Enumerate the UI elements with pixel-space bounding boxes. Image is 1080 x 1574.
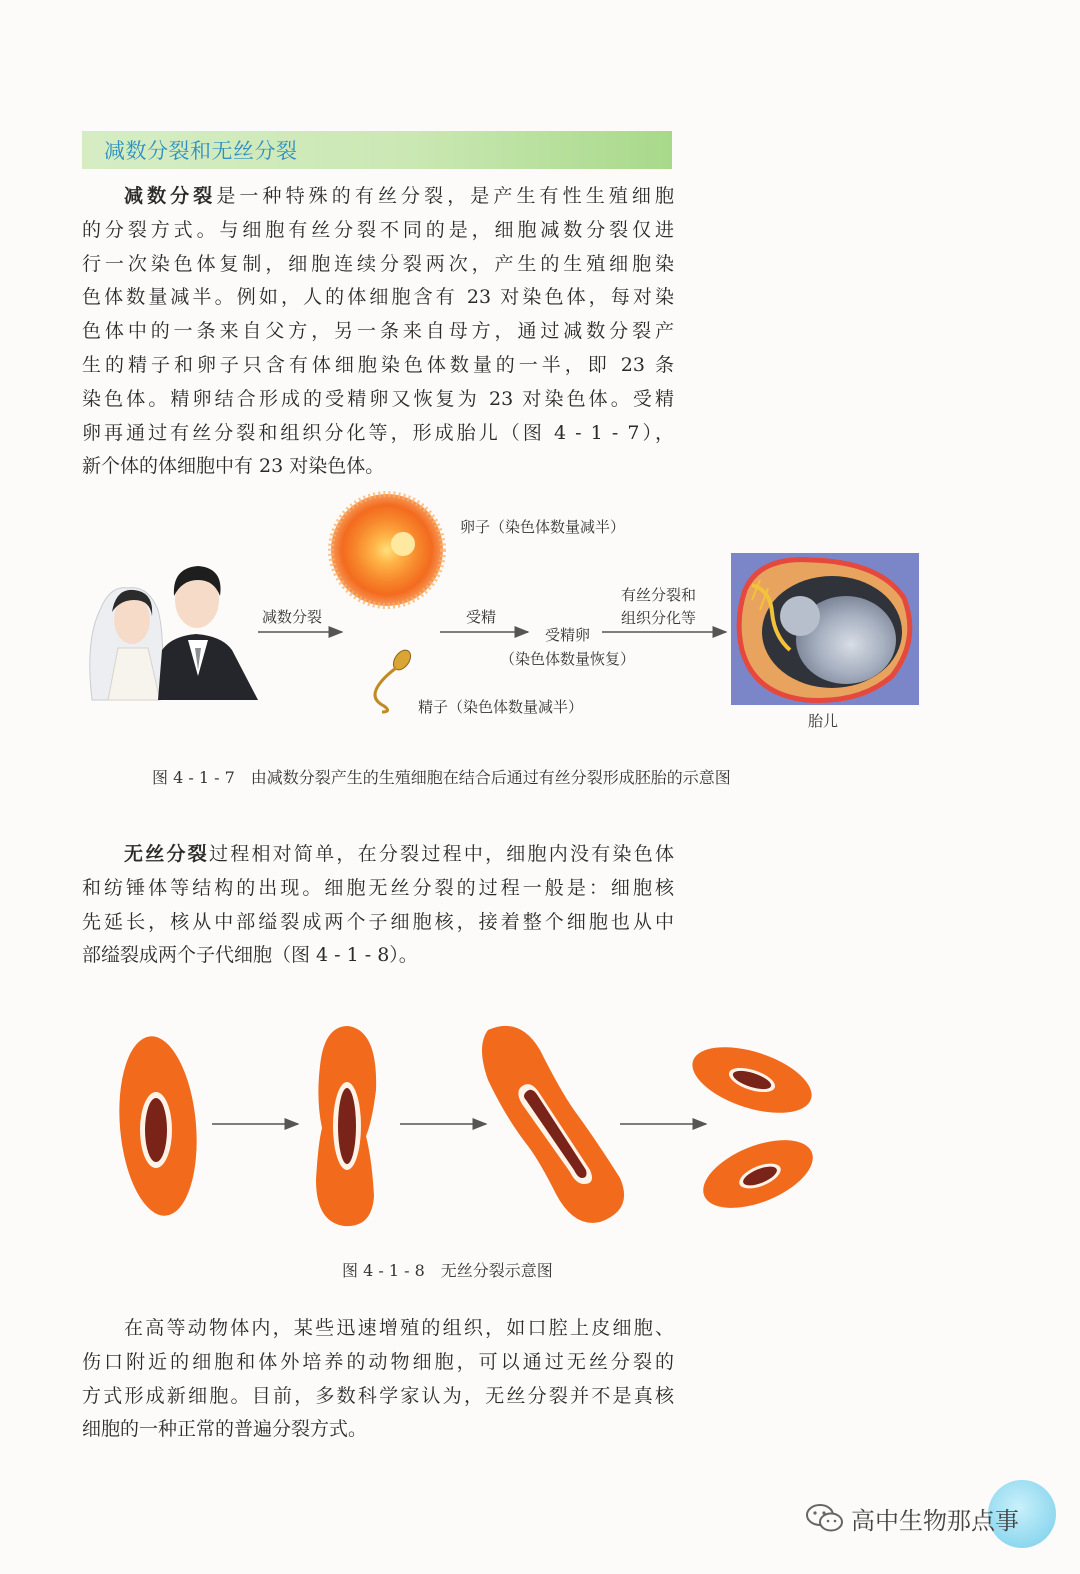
division-label-1: 有丝分裂和 — [621, 586, 697, 604]
paragraph-line: 在高等动物体内，某些迅速增殖的组织，如口腔上皮细胞、 — [124, 1317, 674, 1339]
paragraph-line: 方式形成新细胞。目前，多数科学家认为，无丝分裂并不是真核 — [82, 1384, 674, 1407]
paragraph-line: 新个体的体细胞中有 23 对染色体。 — [82, 455, 385, 478]
fertilization-label: 受精 — [466, 608, 497, 626]
figure-4-1-8-caption: 图 4 - 1 - 8 无丝分裂示意图 — [342, 1261, 553, 1280]
daughter-cell-top — [684, 1034, 819, 1126]
daughter-cell-bottom — [694, 1126, 823, 1221]
term-meiosis: 减数分裂 — [124, 185, 217, 207]
paragraph-line: 先延长，核从中部缢裂成两个子细胞核，接着整个细胞也从中 — [82, 910, 674, 933]
paragraph-line: 色体数量减半。例如，人的体细胞含有 23 对染色体，每对染 — [82, 286, 674, 309]
watermark-logo — [805, 1500, 1019, 1536]
sperm-label: 精子（染色体数量减半） — [418, 698, 584, 716]
paragraph-line: 染色体。精卵结合形成的受精卵又恢复为 23 对染色体。受精 — [82, 387, 674, 410]
fetus-label: 胎儿 — [808, 712, 839, 730]
paragraph-line: 的分裂方式。与细胞有丝分裂不同的是，细胞减数分裂仅进 — [82, 218, 674, 241]
paragraph-line: 无丝分裂过程相对简单，在分裂过程中，细胞内没有染色体 — [124, 843, 674, 865]
cell-stage-1 — [112, 1033, 203, 1219]
division-label-2: 组织分化等 — [621, 609, 697, 627]
paragraph-line: 伤口附近的细胞和体外培养的动物细胞，可以通过无丝分裂的 — [82, 1350, 674, 1373]
wechat-icon — [805, 1502, 845, 1534]
cell-stage-2 — [316, 1026, 376, 1226]
cell-stage-3 — [482, 1026, 624, 1223]
watermark-text: 高中生物那点事 — [851, 1506, 1019, 1535]
egg-label: 卵子（染色体数量减半） — [460, 518, 626, 536]
paragraph-line: 部缢裂成两个子代细胞（图 4 - 1 - 8）。 — [82, 944, 418, 967]
zygote-label: 受精卵 — [545, 626, 591, 644]
section-title: 减数分裂和无丝分裂 — [104, 139, 298, 163]
figure-4-1-7-caption: 图 4 - 1 - 7 由减数分裂产生的生殖细胞在结合后通过有丝分裂形成胚胎的示意图 — [152, 768, 731, 787]
meiosis-label: 减数分裂 — [262, 608, 323, 626]
term-amitosis: 无丝分裂 — [124, 843, 209, 865]
paragraph-line: 行一次染色体复制，细胞连续分裂两次，产生的生殖细胞染 — [82, 252, 674, 275]
paragraph-line: 色体中的一条来自父方，另一条来自母方，通过减数分裂产 — [82, 320, 674, 343]
paragraph-higher-animals — [82, 1312, 674, 1447]
paragraph-line: 和纺锤体等结构的出现。细胞无丝分裂的过程一般是：细胞核 — [82, 876, 674, 899]
zygote-note: （染色体数量恢复） — [500, 650, 636, 668]
paragraph-line: 生的精子和卵子只含有体细胞染色体数量的一半，即 23 条 — [82, 353, 674, 376]
paragraph-line: 细胞的一种正常的普遍分裂方式。 — [82, 1418, 368, 1441]
paragraph-line: 减数分裂是一种特殊的有丝分裂，是产生有性生殖细胞 — [124, 185, 674, 207]
paragraph-line: 卵再通过有丝分裂和组织分化等，形成胎儿（图 4 - 1 - 7）， — [82, 421, 674, 444]
